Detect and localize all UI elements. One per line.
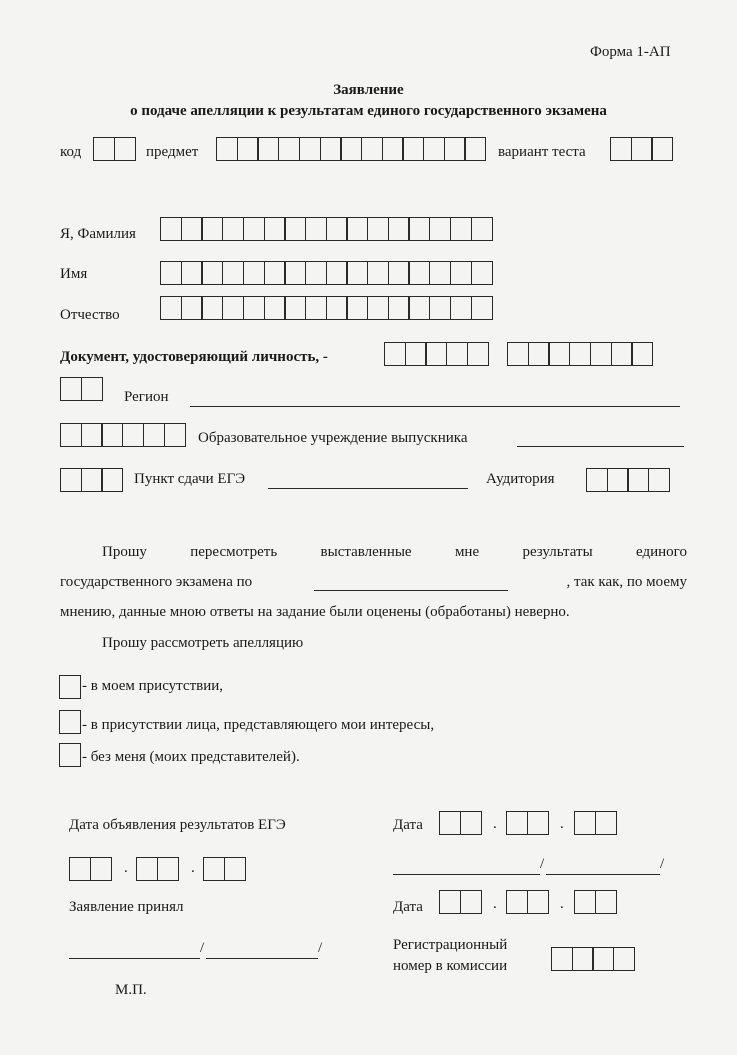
dot: . [560,896,564,912]
char-cell[interactable] [90,857,112,881]
char-cell[interactable] [122,423,144,447]
char-cell[interactable] [439,890,461,914]
reg-number-label-2: номер в комиссии [393,958,508,974]
char-cell[interactable] [429,217,451,241]
char-cell[interactable] [388,296,410,320]
char-cell[interactable] [264,296,286,320]
char-cell[interactable] [160,217,182,241]
slash: / [318,940,323,956]
char-cell[interactable] [507,342,529,366]
request-line-2a: государственного экзамена по [60,574,253,590]
char-cell[interactable] [305,217,327,241]
char-cell[interactable] [101,423,123,447]
char-cell[interactable] [590,342,612,366]
char-cell[interactable] [284,217,306,241]
date2-month-field[interactable] [506,890,549,914]
document-label: Документ, удостоверяющий личность, - [60,349,328,365]
char-cell[interactable] [613,947,635,971]
signature-line[interactable] [393,874,540,875]
char-cell[interactable] [346,296,368,320]
char-cell[interactable] [340,137,362,161]
char-cell[interactable] [160,296,182,320]
char-cell[interactable] [224,857,246,881]
char-cell[interactable] [408,217,430,241]
date2-day-field[interactable] [439,890,482,914]
page-subtitle: о подаче апелляции к результатам единого государственного экзамена [130,103,607,119]
char-cell[interactable] [574,811,596,835]
char-cell[interactable] [305,296,327,320]
char-cell[interactable] [572,947,594,971]
char-cell[interactable] [569,342,591,366]
char-cell[interactable] [201,296,223,320]
reg-number-label-1: Регистрационный [393,937,508,953]
char-cell[interactable] [203,857,225,881]
option-present-label: - в моем присутствии, [82,678,224,694]
name-label: Имя [60,266,88,282]
char-cell[interactable] [574,890,596,914]
announce-day-field[interactable] [69,857,112,881]
char-cell[interactable] [181,296,203,320]
subject-line[interactable] [314,590,508,591]
char-cell[interactable] [299,137,321,161]
char-cell[interactable] [429,261,451,285]
char-cell[interactable] [326,261,348,285]
dot: . [493,816,497,832]
stamp-label: М.П. [115,982,147,998]
char-cell[interactable] [278,137,300,161]
char-cell[interactable] [460,890,482,914]
char-cell[interactable] [305,261,327,285]
char-cell[interactable] [222,296,244,320]
char-cell[interactable] [446,342,468,366]
accepted-label: Заявление принял [69,899,184,915]
char-cell[interactable] [450,296,472,320]
char-cell[interactable] [81,377,103,401]
char-cell[interactable] [284,296,306,320]
char-cell[interactable] [548,342,570,366]
subject-field[interactable] [216,137,486,161]
char-cell[interactable] [243,296,265,320]
char-cell[interactable] [243,261,265,285]
char-cell[interactable] [648,468,670,492]
char-cell[interactable] [405,342,427,366]
char-cell[interactable] [595,811,617,835]
reg-number-field[interactable] [551,947,635,971]
dot: . [124,860,128,876]
surname-label: Я, Фамилия [60,226,136,242]
word: единого [636,544,687,560]
page-title: Заявление [333,82,404,98]
char-cell[interactable] [69,857,91,881]
char-cell[interactable] [367,217,389,241]
option-representative-checkbox[interactable] [59,710,81,734]
char-cell[interactable] [181,261,203,285]
variant-label: вариант теста [498,144,586,160]
code-label: код [60,144,82,160]
request-line-3: мнению, данные мною ответы на задание были оценены (обработаны) неверно. [60,604,570,620]
char-cell[interactable] [595,890,617,914]
accepted-name-line[interactable] [206,958,318,959]
char-cell[interactable] [143,423,165,447]
option-absent-checkbox[interactable] [59,743,81,767]
char-cell[interactable] [506,811,528,835]
word: пересмотреть [190,544,278,560]
char-cell[interactable] [464,137,486,161]
char-cell[interactable] [320,137,342,161]
dot: . [191,860,195,876]
char-cell[interactable] [60,468,82,492]
char-cell[interactable] [551,947,573,971]
char-cell[interactable] [384,342,406,366]
char-cell[interactable] [157,857,179,881]
word: выставленные [320,544,412,560]
word: Прошу [102,544,147,560]
char-cell[interactable] [326,296,348,320]
char-cell[interactable] [346,217,368,241]
char-cell[interactable] [201,261,223,285]
appeal-request: Прошу рассмотреть апелляцию [102,635,304,651]
char-cell[interactable] [326,217,348,241]
char-cell[interactable] [346,261,368,285]
char-cell[interactable] [651,137,673,161]
school-line[interactable] [517,446,684,447]
char-cell[interactable] [586,468,608,492]
char-cell[interactable] [264,217,286,241]
char-cell[interactable] [388,217,410,241]
request-line-2b: , так как, по моему [566,574,687,590]
variant-field[interactable] [610,137,673,161]
char-cell[interactable] [450,261,472,285]
region-label: Регион [124,389,169,405]
document-series-field[interactable] [384,342,489,366]
char-cell[interactable] [160,261,182,285]
char-cell[interactable] [506,890,528,914]
char-cell[interactable] [527,890,549,914]
name-field[interactable] [160,261,493,285]
slash: / [660,856,665,872]
slash: / [540,856,545,872]
char-cell[interactable] [460,811,482,835]
char-cell[interactable] [611,342,633,366]
char-cell[interactable] [81,423,103,447]
char-cell[interactable] [429,296,451,320]
date2-year-field[interactable] [574,890,617,914]
char-cell[interactable] [237,137,259,161]
char-cell[interactable] [467,342,489,366]
word: результаты [522,544,593,560]
date1-month-field[interactable] [506,811,549,835]
region-line[interactable] [190,406,680,407]
char-cell[interactable] [450,217,472,241]
char-cell[interactable] [408,296,430,320]
signature-name-line[interactable] [546,874,660,875]
char-cell[interactable] [164,423,186,447]
exam-point-label: Пункт сдачи ЕГЭ [134,471,246,487]
auditorium-field[interactable] [586,468,670,492]
form-id: Форма 1-АП [590,44,671,60]
option-absent-label: - без меня (моих представителей). [82,749,300,765]
char-cell[interactable] [425,342,447,366]
char-cell[interactable] [471,296,493,320]
exam-point-line[interactable] [268,488,468,489]
char-cell[interactable] [367,261,389,285]
char-cell[interactable] [264,261,286,285]
accepted-signature-line[interactable] [69,958,200,959]
char-cell[interactable] [136,857,158,881]
char-cell[interactable] [114,137,136,161]
request-line-1 [60,537,687,567]
school-label: Образовательное учреждение выпускника [198,430,468,446]
char-cell[interactable] [592,947,614,971]
document-number-field[interactable] [507,342,653,366]
char-cell[interactable] [361,137,383,161]
char-cell[interactable] [528,342,550,366]
char-cell[interactable] [402,137,424,161]
char-cell[interactable] [423,137,445,161]
char-cell[interactable] [388,261,410,285]
char-cell[interactable] [631,342,653,366]
dot: . [560,816,564,832]
date1-year-field[interactable] [574,811,617,835]
char-cell[interactable] [284,261,306,285]
char-cell[interactable] [607,468,629,492]
char-cell[interactable] [444,137,466,161]
auditorium-label: Аудитория [486,471,555,487]
slash: / [200,940,205,956]
exam-point-code-field[interactable] [60,468,123,492]
char-cell[interactable] [382,137,404,161]
char-cell[interactable] [243,217,265,241]
surname-field[interactable] [160,217,493,241]
char-cell[interactable] [60,377,82,401]
announce-year-field[interactable] [203,857,246,881]
char-cell[interactable] [222,261,244,285]
char-cell[interactable] [610,137,632,161]
char-cell[interactable] [408,261,430,285]
date2-label: Дата [393,899,423,915]
dot: . [493,896,497,912]
char-cell[interactable] [527,811,549,835]
option-present-checkbox[interactable] [59,675,81,699]
option-representative-label: - в присутствии лица, представляющего мои интересы, [82,717,435,733]
char-cell[interactable] [93,137,115,161]
char-cell[interactable] [101,468,123,492]
char-cell[interactable] [81,468,103,492]
char-cell[interactable] [201,217,223,241]
patronymic-label: Отчество [60,307,120,323]
char-cell[interactable] [439,811,461,835]
char-cell[interactable] [631,137,653,161]
char-cell[interactable] [60,423,82,447]
region-code-field[interactable] [60,377,103,401]
subject-label: предмет [146,144,199,160]
char-cell[interactable] [222,217,244,241]
school-code-field[interactable] [60,423,186,447]
char-cell[interactable] [471,261,493,285]
code-field[interactable] [93,137,136,161]
word: мне [454,544,480,560]
date1-label: Дата [393,817,423,833]
date1-day-field[interactable] [439,811,482,835]
char-cell[interactable] [257,137,279,161]
announce-month-field[interactable] [136,857,179,881]
announce-date-label: Дата объявления результатов ЕГЭ [69,817,286,833]
char-cell[interactable] [627,468,649,492]
char-cell[interactable] [216,137,238,161]
char-cell[interactable] [367,296,389,320]
patronymic-field[interactable] [160,296,493,320]
char-cell[interactable] [471,217,493,241]
char-cell[interactable] [181,217,203,241]
